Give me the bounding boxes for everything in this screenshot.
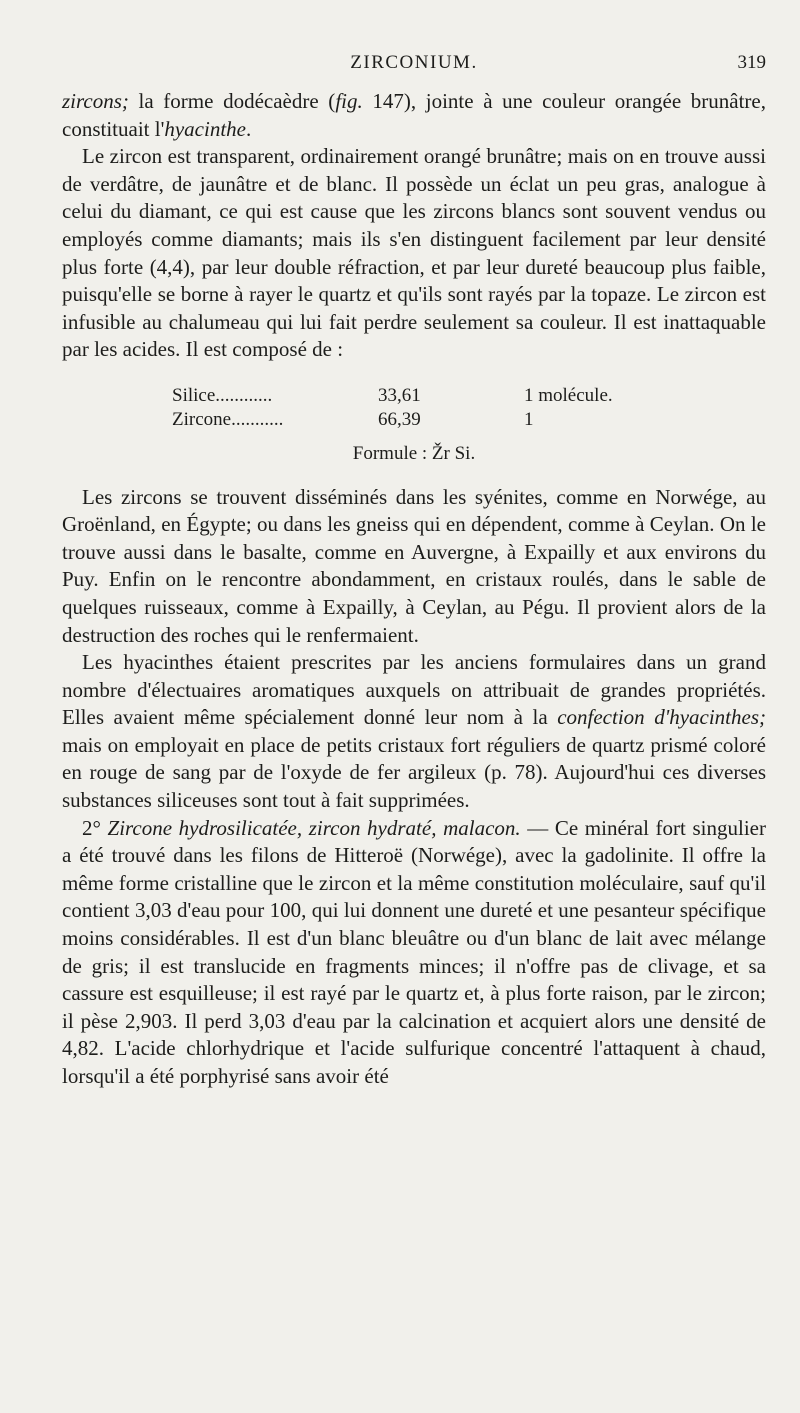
composition-row — [172, 408, 692, 432]
paragraph-2: Le zircon est transparent, ordinairement orangé brunâtre; mais on en trouve aussi de verdâtre, de jaunâtre et de blanc. Il possède un éclat un peu gras, analogue à celui du diamant, ce qui est cause que les zircons blancs sont souvent vendus ou employés comme diamants; mais ils s'en distinguent facilement par leur densité plus forte (4,4), par leur double réfraction, et par leur dureté beaucoup plus faible, puisqu'elle se borne à rayer le quartz et qu'ils sont rayés par la topaze. Le zircon est infusible au chalumeau qui lui fait perdre seulement sa couleur. Il est inattaquable par les acides. Il est composé de : — [62, 144, 766, 362]
page-number: 319 — [737, 52, 766, 73]
composition-table — [172, 384, 692, 432]
component-name: Zircone........... — [172, 408, 284, 430]
italic-term: confection d'hyacinthes; — [557, 705, 766, 730]
page-body — [62, 88, 766, 1091]
running-title: ZIRCONIUM. — [350, 52, 478, 73]
paragraph-1 — [62, 88, 766, 143]
italic-term: fig. — [335, 89, 363, 113]
component-value: 66,39 — [378, 408, 421, 430]
component-molecules: 1 — [524, 408, 534, 430]
page-header — [62, 52, 766, 82]
paragraph-text: — Ce minéral fort singulier a été trouvé dans les filons de Hitteroë (Norwége), avec la gadolinite. Il offre la même forme cristalline que le zircon et la même constitution moléculaire, sauf qu'il contient 3,03 d'eau pour 100, qui lui donnent une dureté et une pesanteur spécifique moins considérables. Il est d'un blanc bleuâtre ou d'un blanc de lait avec mélange de gris; il est translucide en fragments minces; il n'offre pas de clivage, et sa cassure est esquilleuse; il est rayé par le quartz et, à plus forte raison, par le zircon; il pèse 2,903. Il perd 3,03 d'eau par la calcination et acquiert alors une densité de 4,82. L'acide chlorhydrique et l'acide sulfurique concentré l'attaquent à chaud, lorsqu'il a été porphyrisé sans avoir été — [62, 815, 766, 1088]
italic-term: zircons; — [62, 89, 129, 113]
italic-term: Zircone hydrosilicatée, zircon hydraté, malacon. — [107, 815, 521, 840]
composition-row — [172, 384, 692, 408]
component-value: 33,61 — [378, 384, 421, 406]
paragraph-text: la forme dodécaèdre ( — [128, 89, 336, 113]
paragraph-5 — [62, 815, 766, 1091]
chemical-formula: Formule : Žr Si. — [352, 442, 476, 464]
paragraph-4 — [62, 649, 766, 815]
paragraph-text: Les hyacinthes étaient prescrites par les anciens formulaires dans un grand nombre d'électuaires aromatiques auxquels on attribuait de grandes propriétés. Elles avaient même spécialement donné leur nom à la — [62, 650, 766, 730]
paragraph-text: 147), jointe à une couleur orangée brunâtre, constituait l' — [62, 89, 766, 141]
component-molecules: 1 molécule. — [524, 384, 613, 406]
paragraph-text: mais on employait en place de petits cristaux fort réguliers de quartz prismé coloré en rouge de sang par de l'oxyde de fer argileux (p. 78). Aujourd'hui ces diverses substances siliceuses sont tout à fait supprimées. — [62, 732, 766, 813]
paragraph-text: . — [246, 116, 252, 141]
italic-term: hyacinthe — [164, 116, 246, 141]
component-name: Silice............ — [172, 384, 273, 406]
paragraph-text: 2° — [82, 815, 108, 840]
paragraph-3: Les zircons se trouvent disséminés dans les syénites, comme en Norwége, au Groënland, en Égypte; ou dans les gneiss qui en dépendent, comme à Ceylan. On le trouve aussi dans le basalte, comme en Auvergne, à Expailly et aux environs du Puy. Enfin on le rencontre abondamment, en cristaux roulés, dans le sable de quelques ruisseaux, comme à Expailly, à Ceylan, au Pégu. Il provient alors de la destruction des roches qui le renfermaient. — [62, 484, 766, 647]
